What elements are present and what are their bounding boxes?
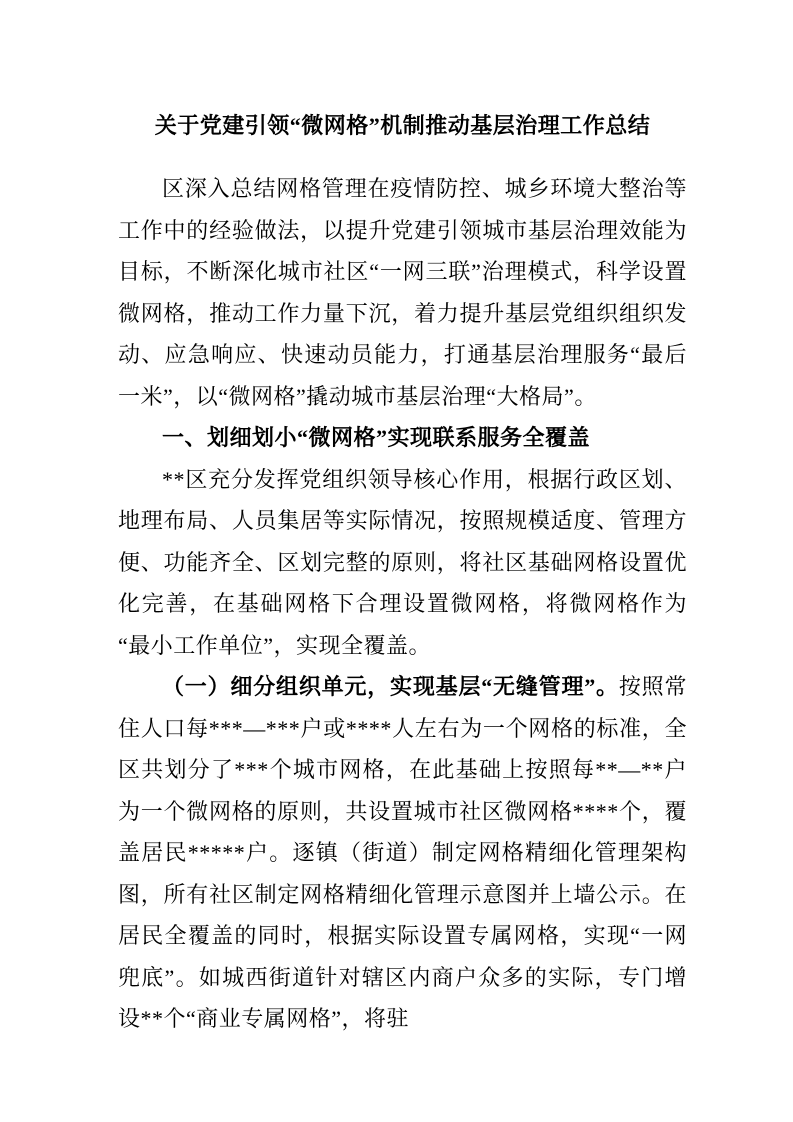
section-1-heading: 一、划细划小“微网格”实现联系服务全覆盖 — [162, 425, 591, 450]
subsection-1-paragraph — [118, 666, 687, 1040]
document-title: 关于党建引领“微网格”机制推动基层治理工作总结 — [154, 113, 651, 138]
subsection-1-lead: （一）细分组织单元，实现基层“无缝管理”。 — [162, 674, 619, 699]
subsection-1-text: 按照常住人口每***—***户或****人左右为一个网格的标准，全区共划分了***个城市网格，在此基础上按照每**—**户为一个微网格的原则，共设置城市社区微网格****个，覆盖居民*****户。逐镇（街道）制定网格精细化管理架构图，所有社区制定网格精细化管理示意图并上墙公示。在居民全覆盖的同时，根据实际设置专属网格，实现“一网兜底”。如城西街道针对辖区内商户众多的实际，专门增设**个“商业专属网格”，将驻 — [118, 674, 687, 1031]
section-1-paragraph: **区充分发挥党组织领导核心作用，根据行政区划、地理布局、人员集居等实际情况，按照规模适度、管理方便、功能齐全、区划完整的原则，将社区基础网格设置优化完善，在基础网格下合理设置微网格，将微网格作为“最小工作单位”，实现全覆盖。 — [118, 466, 687, 658]
paragraph-intro: 区深入总结网格管理在疫情防控、城乡环境大整治等工作中的经验做法，以提升党建引领城市基层治理效能为目标，不断深化城市社区“一网三联”治理模式，科学设置微网格，推动工作力量下沉，着力提升基层党组织组织发动、应急响应、快速动员能力，打通基层治理服务“最后一米”，以“微网格”撬动城市基层治理“大格局”。 — [118, 176, 687, 409]
